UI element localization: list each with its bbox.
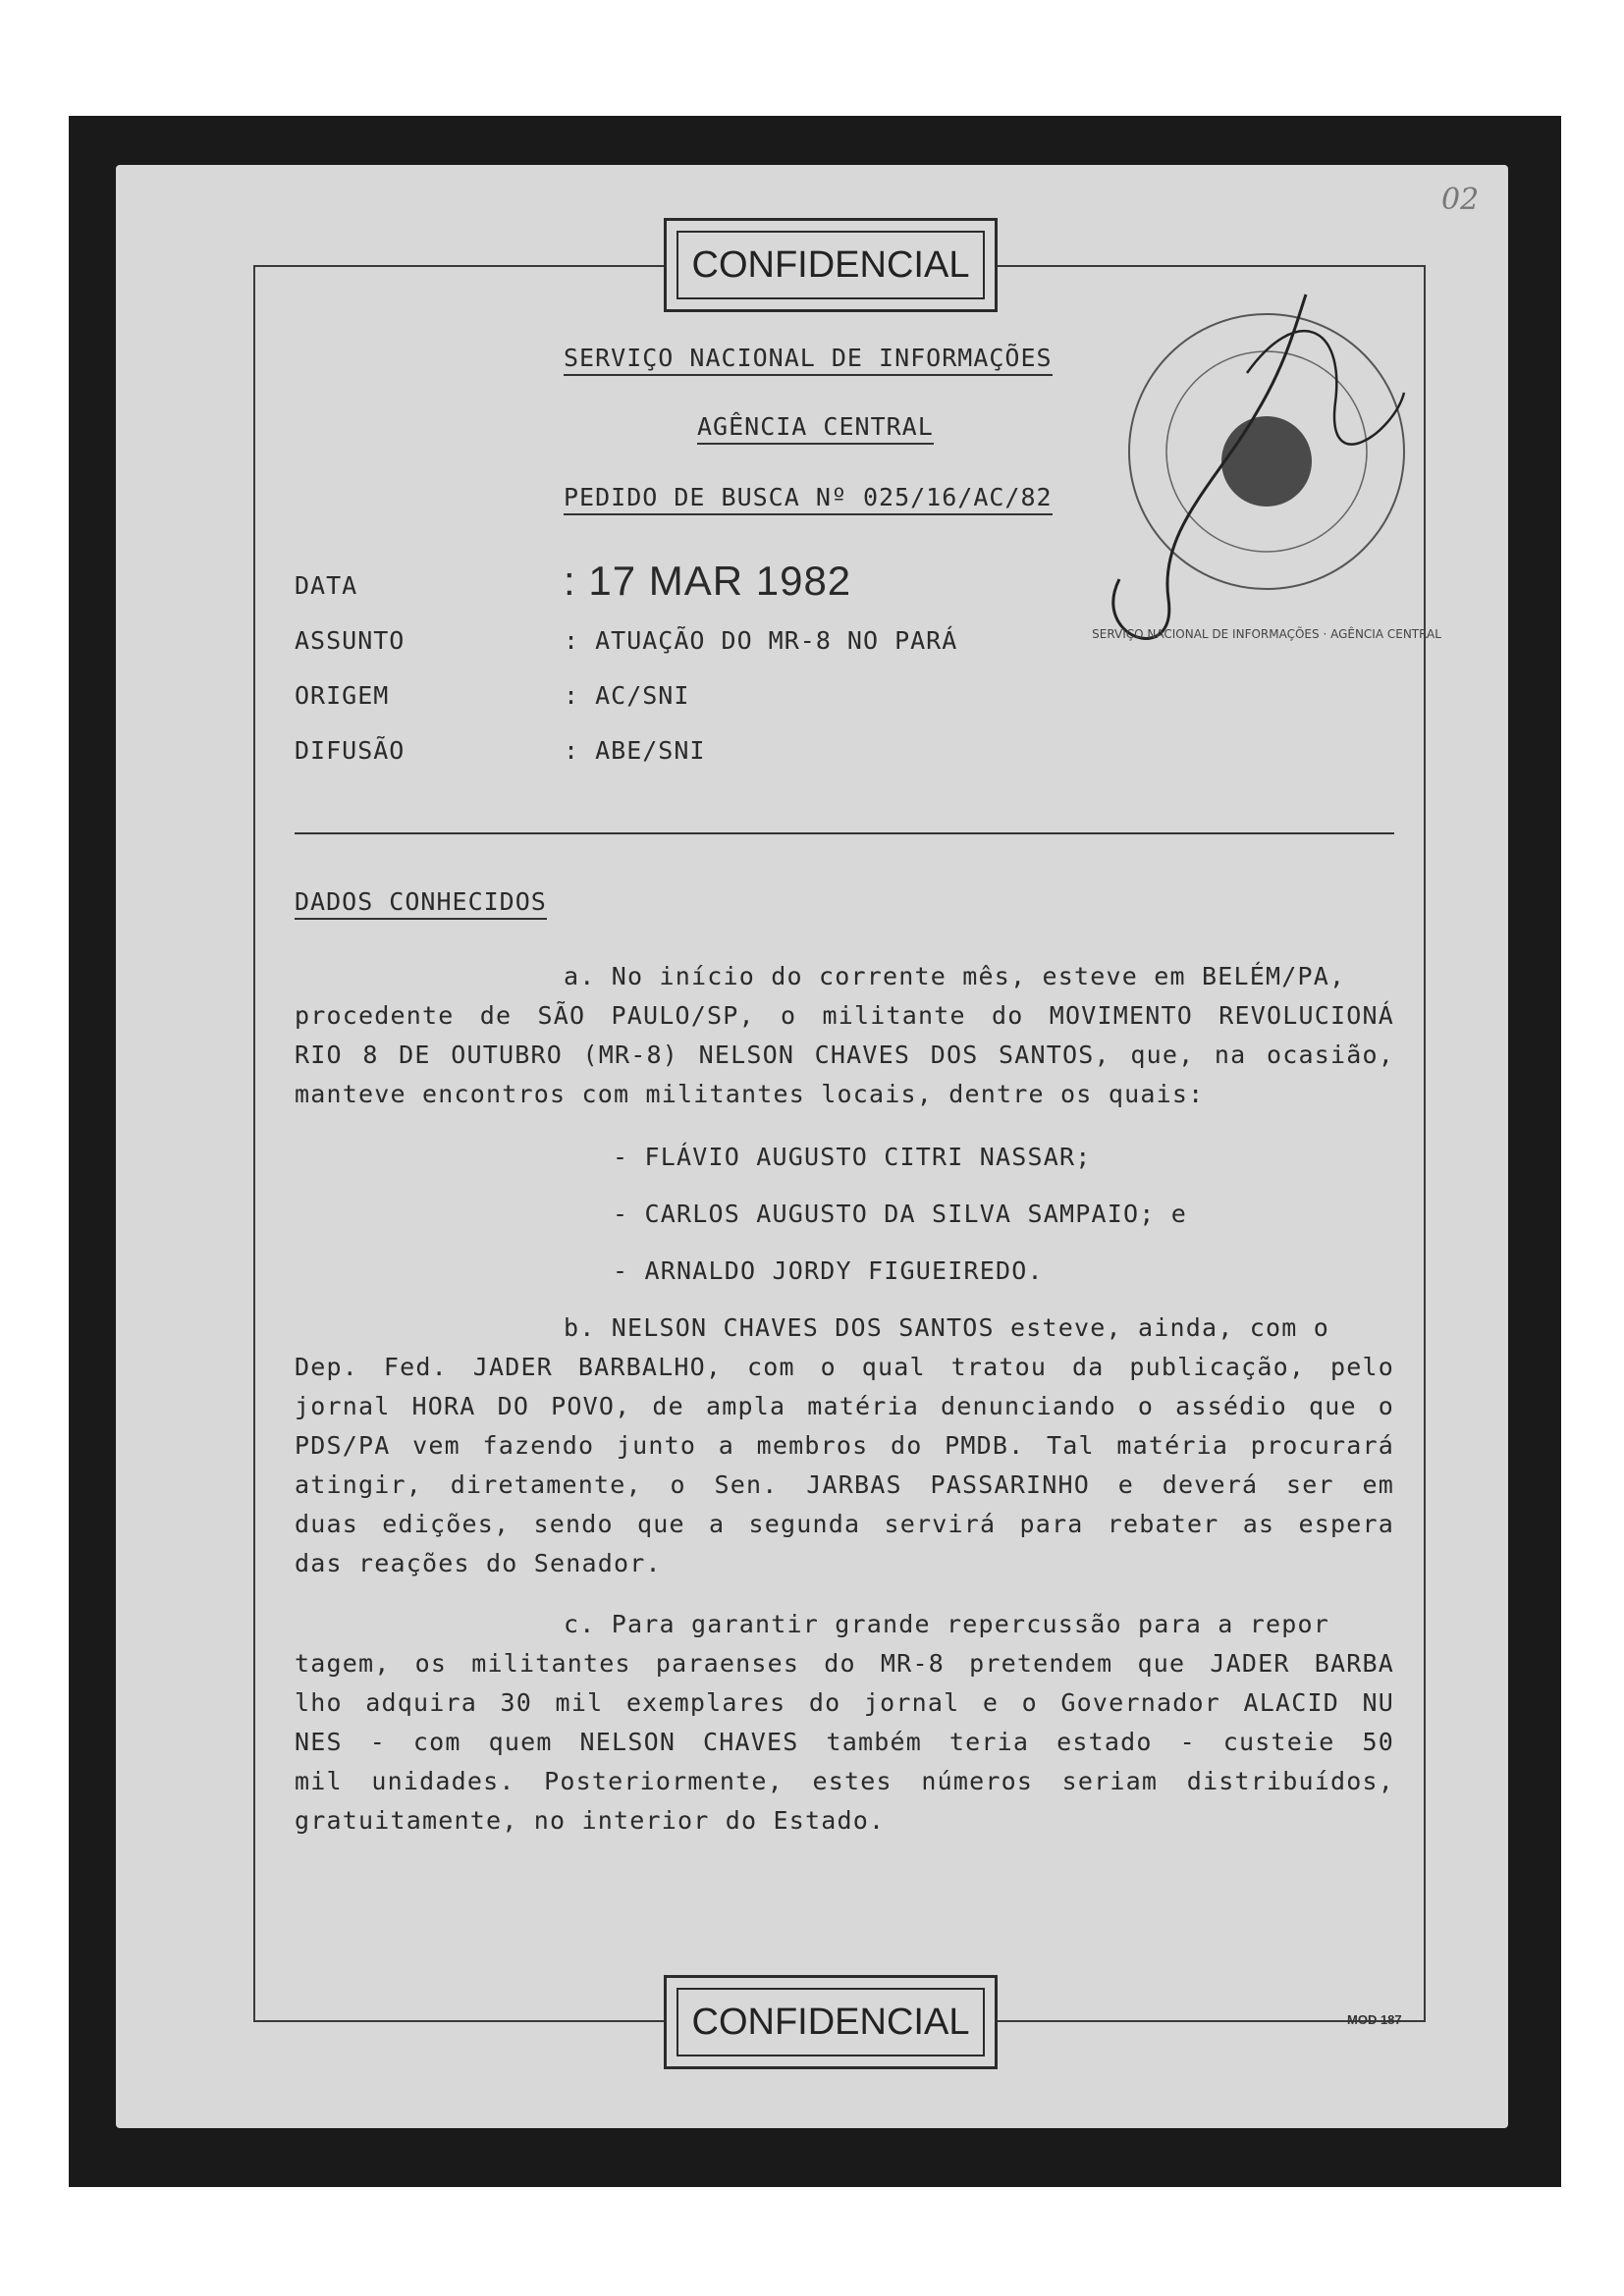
confidential-stamp-top <box>664 218 998 312</box>
agency-name: SERVIÇO NACIONAL DE INFORMAÇÕES <box>564 344 1053 376</box>
para-c-line: tagem, os militantes paraenses do MR-8 pretendem que JADER BARBA <box>295 1649 1394 1678</box>
distribution-label: DIFUSÃO <box>295 736 406 765</box>
para-a-line: manteve encontros com militantes locais, dentre os quais: <box>295 1080 1205 1108</box>
subject-label: ASSUNTO <box>295 626 406 655</box>
date-value: : 17 MAR 1982 <box>564 558 852 604</box>
para-c-line: mil unidades. Posteriormente, estes números seriam distribuídos, <box>295 1767 1394 1795</box>
para-b-line: atingir, diretamente, o Sen. JARBAS PASSARINHO e deverá ser em <box>295 1470 1394 1499</box>
confidential-stamp-bottom-label: CONFIDENCIAL <box>677 1988 985 2056</box>
confidential-stamp-top-label: CONFIDENCIAL <box>677 231 985 299</box>
para-c-line: lho adquira 30 mil exemplares do jornal e o Governador ALACID NU <box>295 1688 1394 1717</box>
confidential-stamp-bottom <box>664 1975 998 2069</box>
para-a-line: a. No início do corrente mês, esteve em BELÉM/PA, <box>564 962 1346 990</box>
subject-value: : ATUAÇÃO DO MR-8 NO PARÁ <box>564 626 958 655</box>
para-b-line: b. NELSON CHAVES DOS SANTOS esteve, ainda, com o <box>564 1313 1330 1342</box>
para-b-line: jornal HORA DO POVO, de ampla matéria denunciando o assédio que o <box>295 1392 1394 1420</box>
para-a-line: procedente de SÃO PAULO/SP, o militante do MOVIMENTO REVOLUCIONÁ <box>295 1001 1394 1030</box>
para-b-line: duas edições, sendo que a segunda servirá para rebater as espera <box>295 1510 1394 1538</box>
list-item: - CARLOS AUGUSTO DA SILVA SAMPAIO; e <box>613 1200 1188 1228</box>
para-c-line: NES - com quem NELSON CHAVES também teria estado - custeie 50 <box>295 1728 1394 1756</box>
page-number: 02 <box>1441 183 1480 217</box>
section-title: DADOS CONHECIDOS <box>295 887 547 920</box>
seal-text: SERVIÇO NACIONAL DE INFORMAÇÕES · AGÊNCIA CENTRAL <box>1092 627 1441 641</box>
list-item: - FLÁVIO AUGUSTO CITRI NASSAR; <box>613 1143 1092 1171</box>
list-item: - ARNALDO JORDY FIGUEIREDO. <box>613 1256 1044 1285</box>
distribution-value: : ABE/SNI <box>564 736 706 765</box>
para-c-line: gratuitamente, no interior do Estado. <box>295 1806 886 1835</box>
origin-label: ORIGEM <box>295 681 390 710</box>
date-label: DATA <box>295 571 358 600</box>
para-c-line: c. Para garantir grande repercussão para a repor <box>564 1610 1330 1638</box>
agency-seal-icon <box>1092 285 1441 658</box>
para-b-line: das reações do Senador. <box>295 1549 662 1577</box>
request-number: PEDIDO DE BUSCA Nº 025/16/AC/82 <box>564 483 1053 515</box>
office-name: AGÊNCIA CENTRAL <box>697 412 934 445</box>
divider <box>295 832 1394 834</box>
form-code: MOD 187 <box>1347 2012 1402 2027</box>
origin-value: : AC/SNI <box>564 681 690 710</box>
para-b-line: PDS/PA vem fazendo junto a membros do PMDB. Tal matéria procurará <box>295 1431 1394 1460</box>
para-a-line: RIO 8 DE OUTUBRO (MR-8) NELSON CHAVES DOS SANTOS, que, na ocasião, <box>295 1041 1394 1069</box>
para-b-line: Dep. Fed. JADER BARBALHO, com o qual tratou da publicação, pelo <box>295 1353 1394 1381</box>
